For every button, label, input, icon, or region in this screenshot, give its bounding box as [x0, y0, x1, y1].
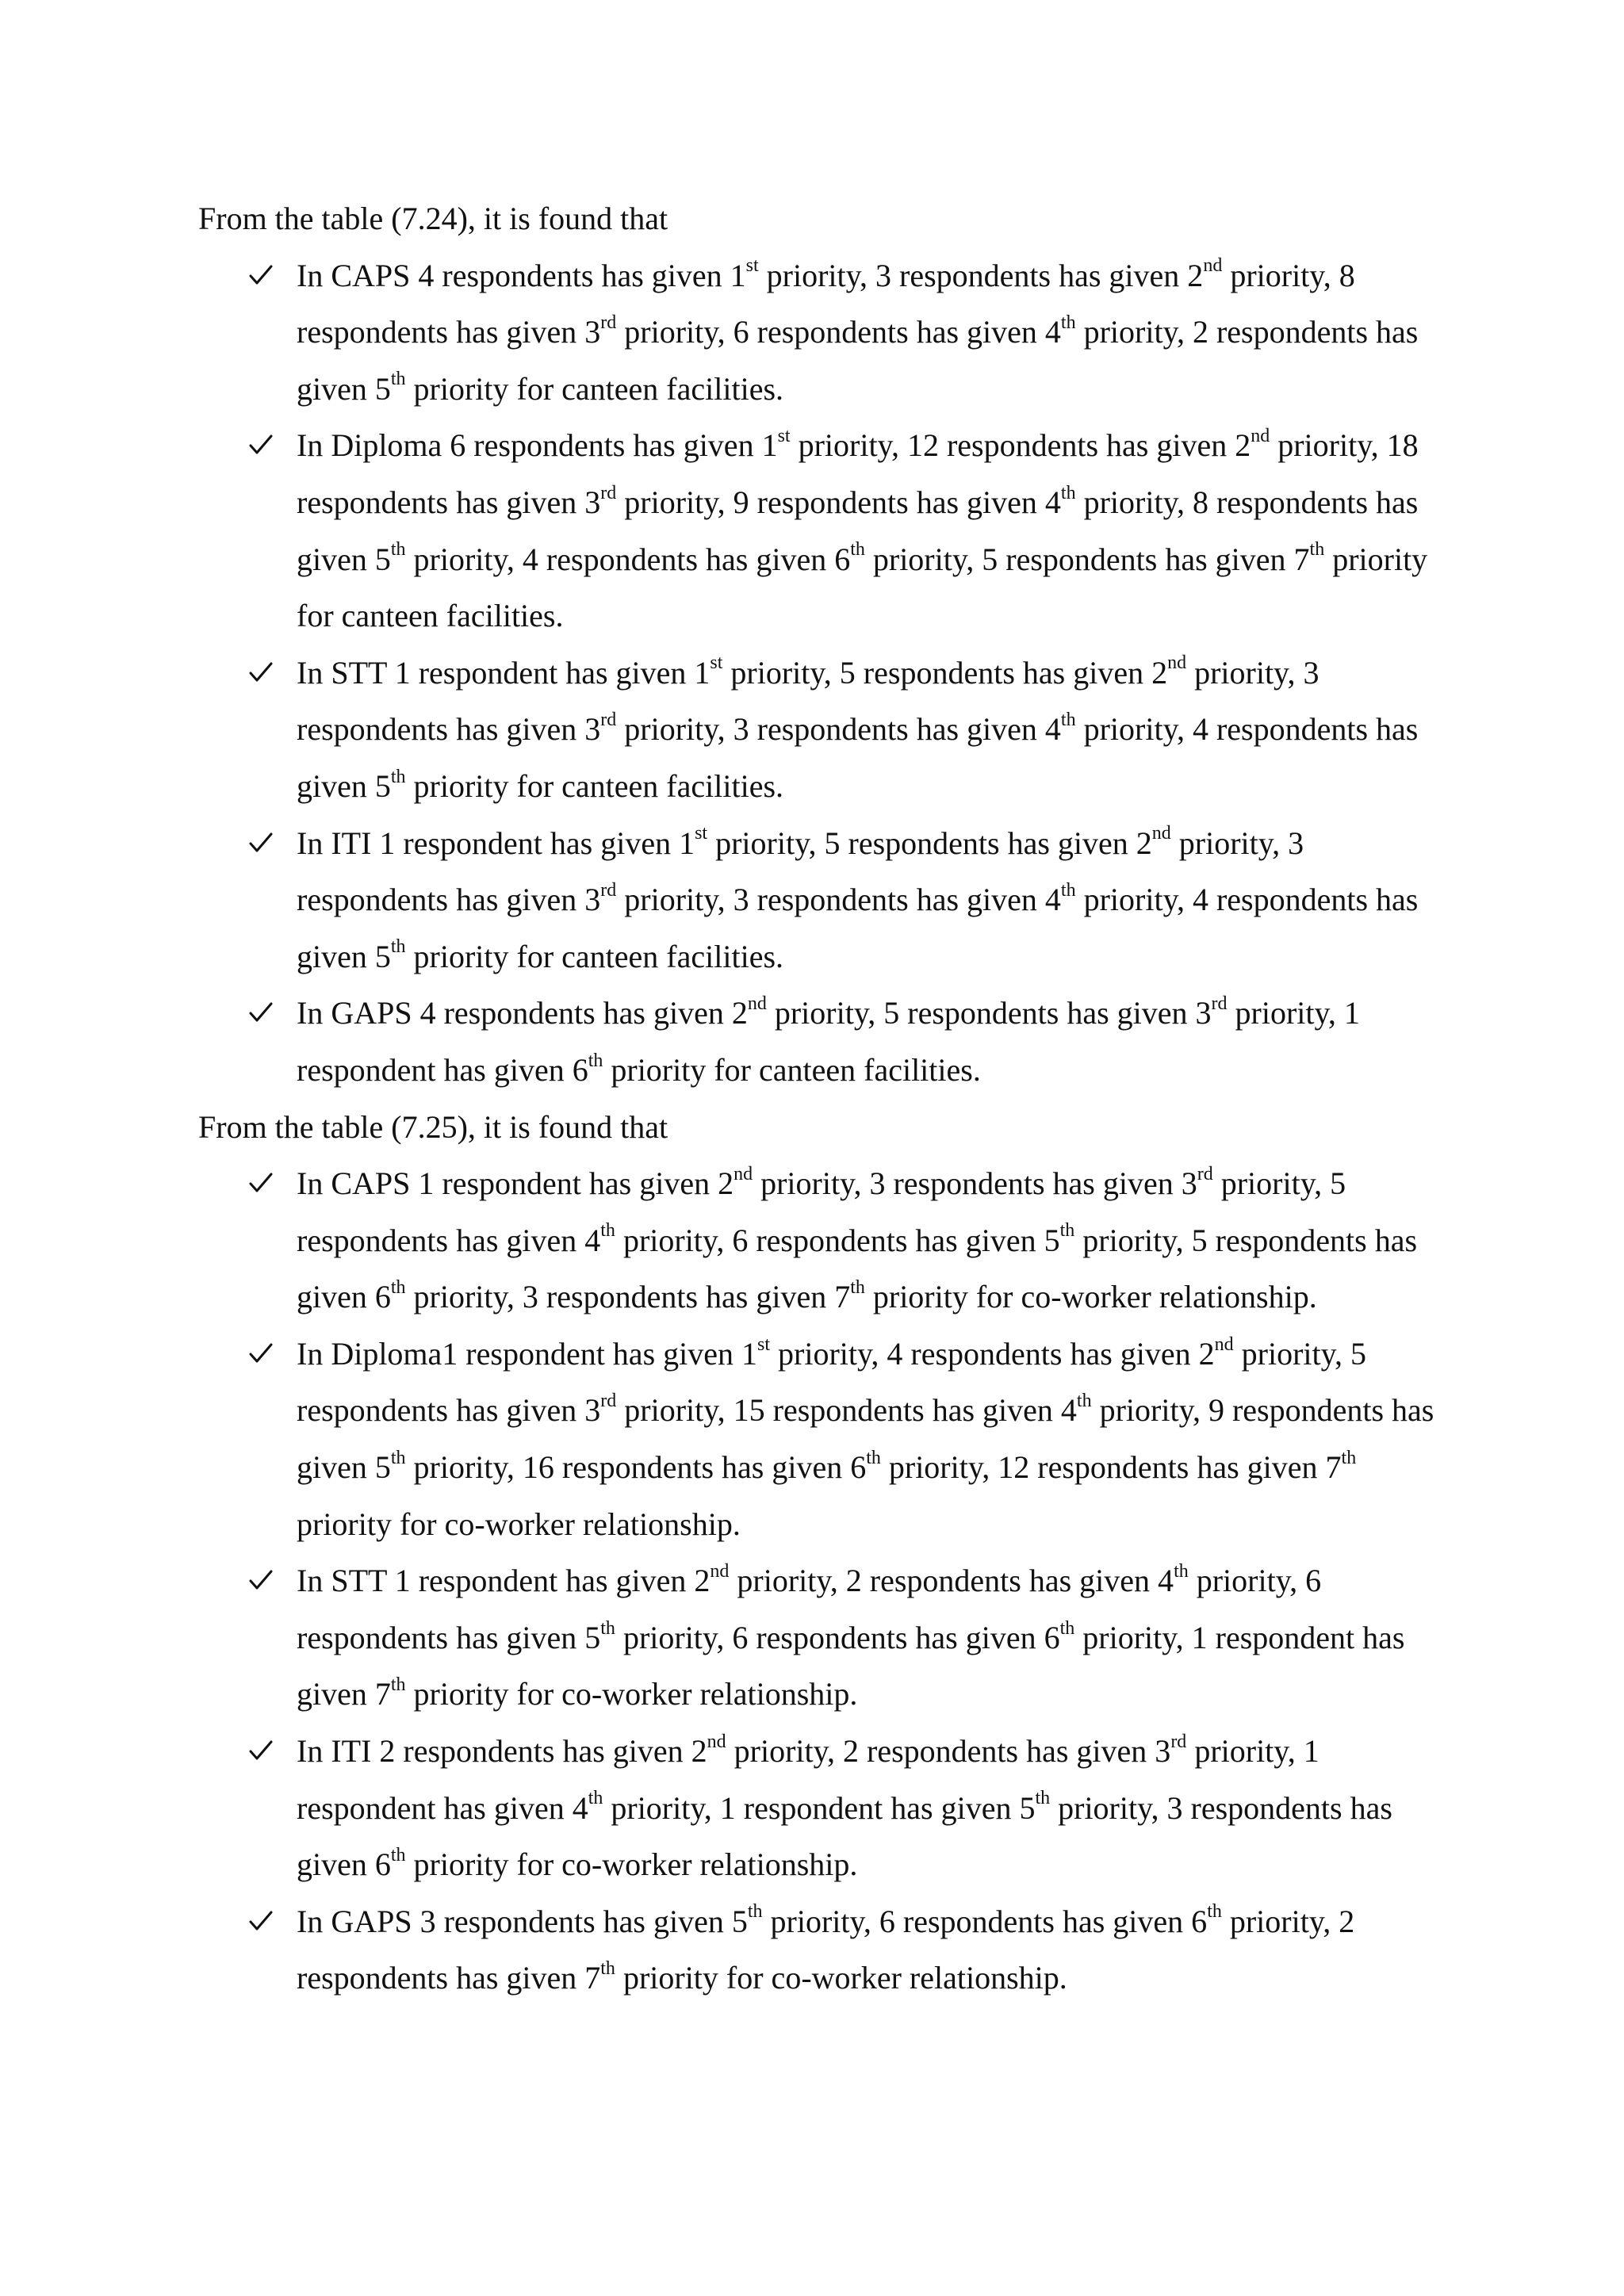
finding-item — [198, 815, 1459, 985]
ordinal-suffix: th — [1060, 710, 1076, 731]
finding-text: priority, 5 respondents has given 7 — [864, 541, 1310, 577]
ordinal-suffix: rd — [600, 1391, 617, 1412]
finding-text: priority, 6 respondents has given 6 — [762, 1903, 1208, 1939]
finding-text: priority, 4 respondents has given 6 — [405, 541, 851, 577]
ordinal-suffix: th — [390, 539, 406, 561]
ordinal-suffix: th — [866, 1447, 881, 1468]
ordinal-suffix: nd — [710, 1560, 730, 1582]
checkmark-icon — [249, 1723, 276, 1780]
finding-text: priority, 12 respondents has given 7 — [880, 1449, 1342, 1486]
finding-item — [198, 1326, 1459, 1552]
ordinal-suffix: nd — [747, 993, 767, 1014]
finding-text: priority for co-worker relationship. — [615, 1960, 1067, 1996]
ordinal-suffix: st — [710, 652, 723, 674]
ordinal-suffix: th — [1060, 879, 1076, 901]
ordinal-suffix: th — [390, 1276, 406, 1298]
ordinal-suffix: rd — [600, 710, 617, 731]
finding-text: priority, 1 respondent has given 4 — [297, 1733, 1320, 1826]
ordinal-suffix: th — [390, 1447, 406, 1468]
finding-item — [198, 645, 1459, 815]
ordinal-suffix: rd — [1211, 993, 1228, 1014]
finding-text: In CAPS 1 respondent has given 2 — [297, 1165, 734, 1202]
finding-text: priority, 5 respondents has given 4 — [297, 1165, 1346, 1258]
finding-text: priority for co-worker relationship. — [297, 1506, 741, 1542]
finding-text: priority for canteen facilities. — [603, 1051, 981, 1088]
finding-text: priority, 2 respondents has given 3 — [726, 1733, 1171, 1770]
finding-text: In ITI 1 respondent has given 1 — [297, 825, 695, 861]
ordinal-suffix: th — [600, 1220, 615, 1242]
finding-text: priority, 9 respondents has given 4 — [616, 484, 1061, 520]
finding-text: In STT 1 respondent has given 2 — [297, 1563, 710, 1599]
finding-text: priority, 2 respondents has given 5 — [297, 314, 1419, 407]
ordinal-suffix: th — [747, 1901, 763, 1923]
ordinal-suffix: th — [390, 766, 406, 787]
ordinal-suffix: st — [745, 255, 759, 277]
finding-text: priority, 3 respondents has given 3 — [297, 654, 1320, 748]
finding-text: priority, 18 respondents has given 3 — [297, 427, 1419, 520]
finding-text: priority for co-worker relationship. — [864, 1279, 1317, 1315]
finding-text: In Diploma 6 respondents has given 1 — [297, 427, 778, 464]
ordinal-suffix: nd — [1251, 426, 1270, 447]
ordinal-suffix: th — [588, 1788, 603, 1809]
finding-text: priority, 2 respondents has given 4 — [729, 1563, 1174, 1599]
section-intro-7-24: From the table (7.24), it is found that — [198, 201, 668, 236]
finding-text: priority, 8 respondents has given 5 — [297, 484, 1419, 577]
finding-item — [198, 985, 1459, 1098]
finding-item — [198, 247, 1459, 418]
checkmark-icon — [249, 645, 276, 702]
ordinal-suffix: th — [390, 369, 406, 390]
ordinal-suffix: th — [1174, 1560, 1189, 1582]
finding-text: priority, 6 respondents has given 6 — [615, 1619, 1060, 1655]
finding-item — [198, 1552, 1459, 1723]
finding-text: priority, 3 respondents has given 3 — [297, 825, 1304, 918]
ordinal-suffix: st — [695, 823, 708, 844]
ordinal-suffix: th — [390, 936, 406, 958]
finding-text: priority for canteen facilities. — [297, 541, 1428, 634]
finding-text: In GAPS 3 respondents has given 5 — [297, 1903, 748, 1939]
findings-list-7-25 — [198, 1155, 1459, 2007]
finding-text: priority for canteen facilities. — [405, 938, 784, 974]
finding-text: priority for co-worker relationship. — [405, 1846, 858, 1883]
ordinal-suffix: st — [757, 1334, 771, 1355]
finding-text: priority, 12 respondents has given 2 — [790, 427, 1251, 464]
ordinal-suffix: th — [1060, 312, 1076, 333]
finding-text: priority, 4 respondents has given 5 — [297, 711, 1419, 804]
finding-text: priority, 3 respondents has given 4 — [616, 711, 1061, 748]
finding-text: priority, 6 respondents has given 4 — [616, 314, 1061, 350]
checkmark-icon — [249, 1326, 276, 1383]
ordinal-suffix: rd — [600, 312, 617, 333]
finding-text: priority, 3 respondents has given 2 — [758, 257, 1204, 293]
ordinal-suffix: th — [600, 1617, 615, 1639]
ordinal-suffix: rd — [600, 482, 617, 503]
ordinal-suffix: th — [1341, 1447, 1357, 1468]
finding-text: priority, 3 respondents has given 6 — [297, 1789, 1392, 1883]
ordinal-suffix: th — [600, 1958, 615, 1980]
finding-text: priority, 3 respondents has given 4 — [616, 882, 1061, 918]
ordinal-suffix: st — [777, 426, 791, 447]
ordinal-suffix: nd — [1167, 652, 1187, 674]
ordinal-suffix: th — [390, 1844, 406, 1866]
checkmark-icon — [249, 815, 276, 872]
ordinal-suffix: th — [1076, 1391, 1092, 1412]
finding-text: In STT 1 respondent has given 1 — [297, 654, 710, 691]
finding-item — [198, 1155, 1459, 1326]
findings-list-7-24 — [198, 247, 1459, 1099]
checkmark-icon — [249, 247, 276, 304]
ordinal-suffix: nd — [733, 1163, 753, 1184]
finding-text: priority, 3 respondents has given 3 — [753, 1165, 1197, 1202]
checkmark-icon — [249, 985, 276, 1042]
ordinal-suffix: th — [1060, 482, 1076, 503]
finding-text: priority, 1 respondent has given 5 — [603, 1789, 1036, 1826]
ordinal-suffix: rd — [600, 879, 617, 901]
ordinal-suffix: th — [1035, 1788, 1051, 1809]
finding-text: In GAPS 4 respondents has given 2 — [297, 995, 748, 1031]
ordinal-suffix: nd — [707, 1731, 726, 1752]
finding-text: priority, 5 respondents has given 3 — [766, 995, 1212, 1031]
finding-text: In Diploma1 respondent has given 1 — [297, 1335, 757, 1372]
ordinal-suffix: rd — [1197, 1163, 1213, 1184]
ordinal-suffix: nd — [1214, 1334, 1234, 1355]
checkmark-icon — [249, 417, 276, 474]
ordinal-suffix: rd — [1170, 1731, 1187, 1752]
finding-text: priority, 8 respondents has given 3 — [297, 257, 1355, 350]
finding-text: priority, 15 respondents has given 4 — [616, 1392, 1077, 1429]
checkmark-icon — [249, 1552, 276, 1609]
section-intro-7-25: From the table (7.25), it is found that — [198, 1108, 668, 1145]
finding-text: priority, 5 respondents has given 2 — [722, 654, 1168, 691]
ordinal-suffix: th — [1059, 1220, 1075, 1242]
ordinal-suffix: nd — [1151, 823, 1171, 844]
finding-item — [198, 417, 1459, 644]
finding-text: priority, 5 respondents has given 6 — [297, 1222, 1418, 1315]
checkmark-icon — [249, 1155, 276, 1212]
finding-text: priority, 6 respondents has given 5 — [615, 1222, 1060, 1258]
checkmark-icon — [249, 1893, 276, 1950]
finding-text: priority for canteen facilities. — [405, 370, 784, 407]
finding-text: priority, 5 respondents has given 2 — [707, 825, 1152, 861]
document-body — [198, 190, 1459, 2007]
ordinal-suffix: nd — [1203, 255, 1223, 277]
finding-text: In CAPS 4 respondents has given 1 — [297, 257, 746, 293]
finding-text: In ITI 2 respondents has given 2 — [297, 1733, 707, 1770]
ordinal-suffix: th — [850, 1276, 865, 1298]
finding-text: priority, 2 respondents has given 7 — [297, 1903, 1355, 1996]
finding-text: priority, 4 respondents has given 5 — [297, 882, 1419, 974]
ordinal-suffix: th — [1309, 539, 1325, 561]
finding-text: priority, 1 respondent has given 7 — [297, 1619, 1405, 1712]
ordinal-suffix: th — [390, 1674, 406, 1696]
finding-text: priority, 16 respondents has given 6 — [405, 1449, 867, 1486]
ordinal-suffix: th — [588, 1050, 603, 1071]
finding-text: priority, 6 respondents has given 5 — [297, 1563, 1322, 1655]
finding-text: priority for canteen facilities. — [405, 767, 784, 804]
ordinal-suffix: th — [1059, 1617, 1075, 1639]
finding-item — [198, 1723, 1459, 1893]
finding-text: priority, 9 respondents has given 5 — [297, 1392, 1434, 1486]
finding-text: priority, 4 respondents has given 2 — [770, 1335, 1215, 1372]
finding-text: priority, 1 respondent has given 6 — [297, 995, 1360, 1088]
ordinal-suffix: th — [850, 539, 865, 561]
finding-item — [198, 1893, 1459, 2007]
finding-text: priority, 5 respondents has given 3 — [297, 1335, 1367, 1429]
finding-text: priority, 3 respondents has given 7 — [405, 1279, 851, 1315]
finding-text: priority for co-worker relationship. — [405, 1676, 858, 1712]
ordinal-suffix: th — [1207, 1901, 1222, 1923]
